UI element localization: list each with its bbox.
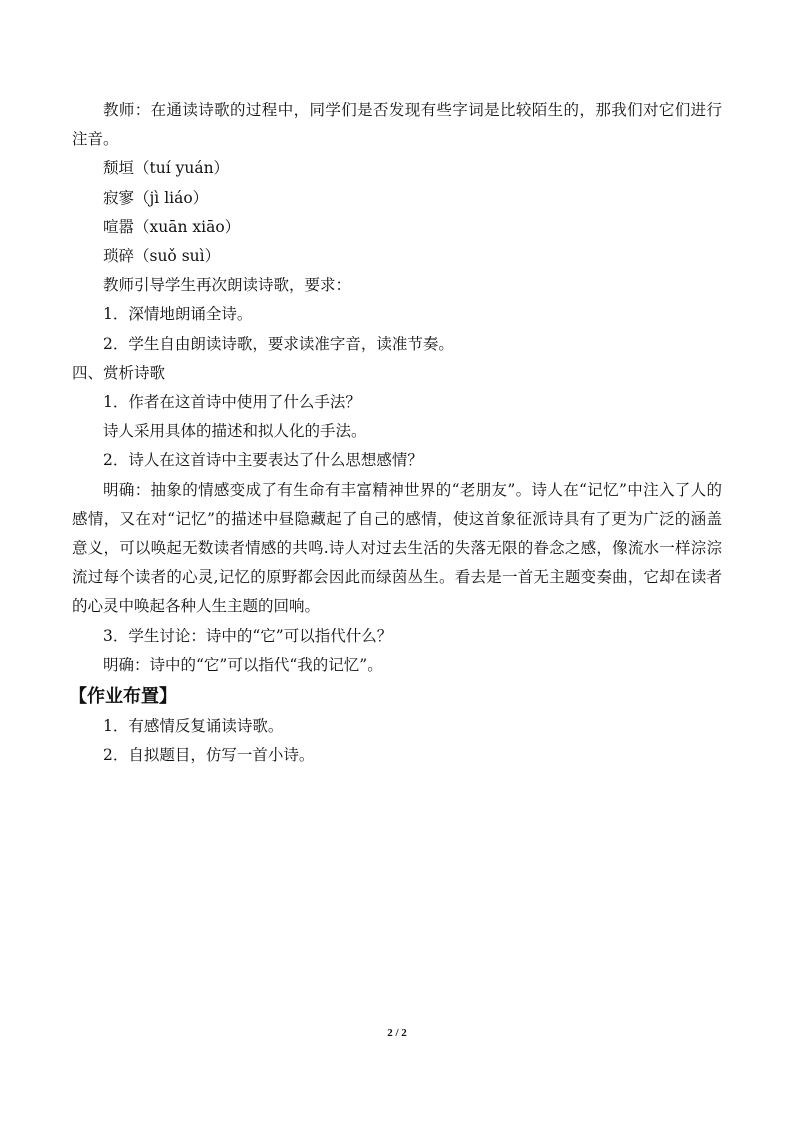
teacher-paragraph: 教师：在通读诗歌的过程中，同学们是否发现有些字词是比较陌生的，那我们对它们进行注音。 [72, 101, 722, 149]
answer-paragraph: 明确：抽象的情感变成了有生命有丰富精神世界的“老朋友”。诗人在“记忆”中注入了人的感情，又在对“记忆”的描述中昼隐藏起了自己的感情，使这首象征派诗具有了更为广泛的涵盖意义，可以唤起无数读者情感的共鸣.诗人对过去生活的失落无限的眷念之感，像流水一样淙淙流过每个读者的心灵,记忆的原野都会因此而绿茵丛生。看去是一首无主题变奏曲，它却在读者的心灵中唤起各种人生主题的回响。 [72, 480, 722, 616]
requirement-item: 1．深情地朗诵全诗。 [103, 305, 253, 324]
pinyin-item: 颓垣（tuí yuán） [103, 159, 230, 178]
pinyin-item: 喧嚣（xuān xiāo） [103, 217, 241, 236]
question-item: 2．诗人在这首诗中主要表达了什么思想感情？ [103, 451, 423, 470]
homework-item: 1．有感情反复诵读诗歌。 [103, 717, 284, 736]
homework-item: 2．自拟题目，仿写一首小诗。 [103, 746, 315, 765]
document-body [69, 96, 722, 770]
answer-paragraph: 明确：诗中的“它”可以指代“我的记忆”。 [103, 655, 383, 674]
requirement-item: 2．学生自由朗读诗歌，要求读准字音，读准节奏。 [103, 334, 454, 353]
pinyin-item: 琐碎（suǒ suì） [103, 247, 221, 266]
answer-paragraph: 诗人采用具体的描述和拟人化的手法。 [103, 422, 367, 441]
pinyin-item: 寂寥（jì liáo） [103, 188, 209, 207]
teacher-guidance: 教师引导学生再次朗读诗歌，要求： [103, 276, 352, 295]
question-item: 3．学生讨论：诗中的“它”可以指代什么？ [103, 626, 393, 645]
section-heading: 四、赏析诗歌 [72, 363, 166, 382]
page-number: 2 / 2 [387, 1027, 407, 1039]
homework-title: 【作业布置】 [69, 686, 177, 708]
question-item: 1．作者在这首诗中使用了什么手法？ [103, 393, 361, 412]
